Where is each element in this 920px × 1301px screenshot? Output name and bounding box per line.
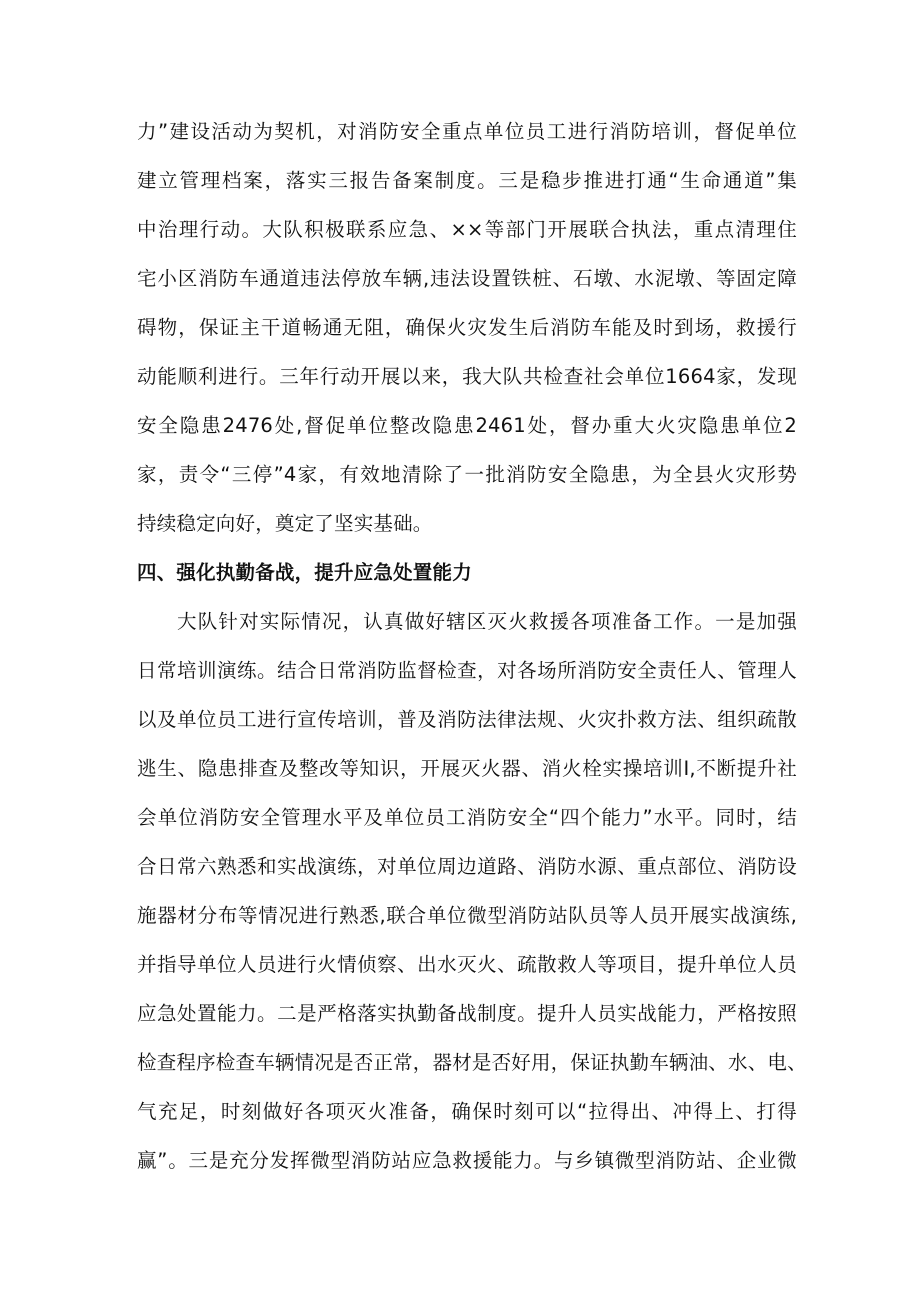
paragraph-line: 并指导单位人员进行火情侦察、出水灭火、疏散救人等项目，提升单位人员: [137, 953, 797, 976]
paragraph-line: 家，责令“三停”4家，有效地清除了一批消防安全隐患，为全县火灾形势: [137, 463, 797, 486]
paragraph-line: 碍物，保证主干道畅通无阻，确保火灾发生后消防车能及时到场，救援行: [137, 316, 797, 339]
paragraph-line: 大队针对实际情况，认真做好辖区灭火救援各项准备工作。一是加强: [177, 610, 797, 633]
paragraph-line: 逃生、隐患排查及整改等知识，开展灭火器、消火栓实操培训I,不断提升社: [137, 757, 797, 780]
paragraph-line: 宅小区消防车通道违法停放车辆,违法设置铁桩、石墩、水泥墩、等固定障: [137, 267, 797, 290]
paragraph-line: 以及单位员工进行宣传培训，普及消防法律法规、火灾扑救方法、组织疏散: [137, 708, 797, 731]
paragraph-line: 日常培训演练。结合日常消防监督检查，对各场所消防安全责任人、管理人: [137, 659, 797, 682]
section-heading: 四、强化执勤备战，提升应急处置能力: [137, 561, 472, 584]
paragraph-line: 施器材分布等情况进行熟悉,联合单位微型消防站队员等人员开展实战演练,: [137, 904, 797, 927]
paragraph-line: 中治理行动。大队积极联系应急、××等部门开展联合执法，重点清理住: [137, 218, 797, 241]
paragraph-line: 合日常六熟悉和实战演练，对单位周边道路、消防水源、重点部位、消防设: [137, 855, 797, 878]
paragraph-line: 会单位消防安全管理水平及单位员工消防安全“四个能力”水平。同时，结: [137, 806, 797, 829]
paragraph-line: 气充足，时刻做好各项灭火准备，确保时刻可以“拉得出、冲得上、打得: [137, 1100, 797, 1123]
paragraph-line: 建立管理档案，落实三报告备案制度。三是稳步推进打通“生命通道”集: [137, 169, 797, 192]
paragraph-line: 动能顺利进行。三年行动开展以来，我大队共检查社会单位1664家，发现: [137, 365, 797, 388]
paragraph-line: 安全隐患2476处,督促单位整改隐患2461处，督办重大火灾隐患单位2: [137, 414, 797, 437]
paragraph-line: 检查程序检查车辆情况是否正常，器材是否好用，保证执勤车辆油、水、电、: [137, 1051, 807, 1074]
paragraph-line: 应急处置能力。二是严格落实执勤备战制度。提升人员实战能力，严格按照: [137, 1002, 797, 1025]
paragraph-line: 持续稳定向好，奠定了坚实基础。: [137, 512, 433, 535]
paragraph-line: 赢”。三是充分发挥微型消防站应急救援能力。与乡镇微型消防站、企业微: [137, 1149, 797, 1172]
paragraph-line: 力”建设活动为契机，对消防安全重点单位员工进行消防培训，督促单位: [137, 120, 797, 143]
